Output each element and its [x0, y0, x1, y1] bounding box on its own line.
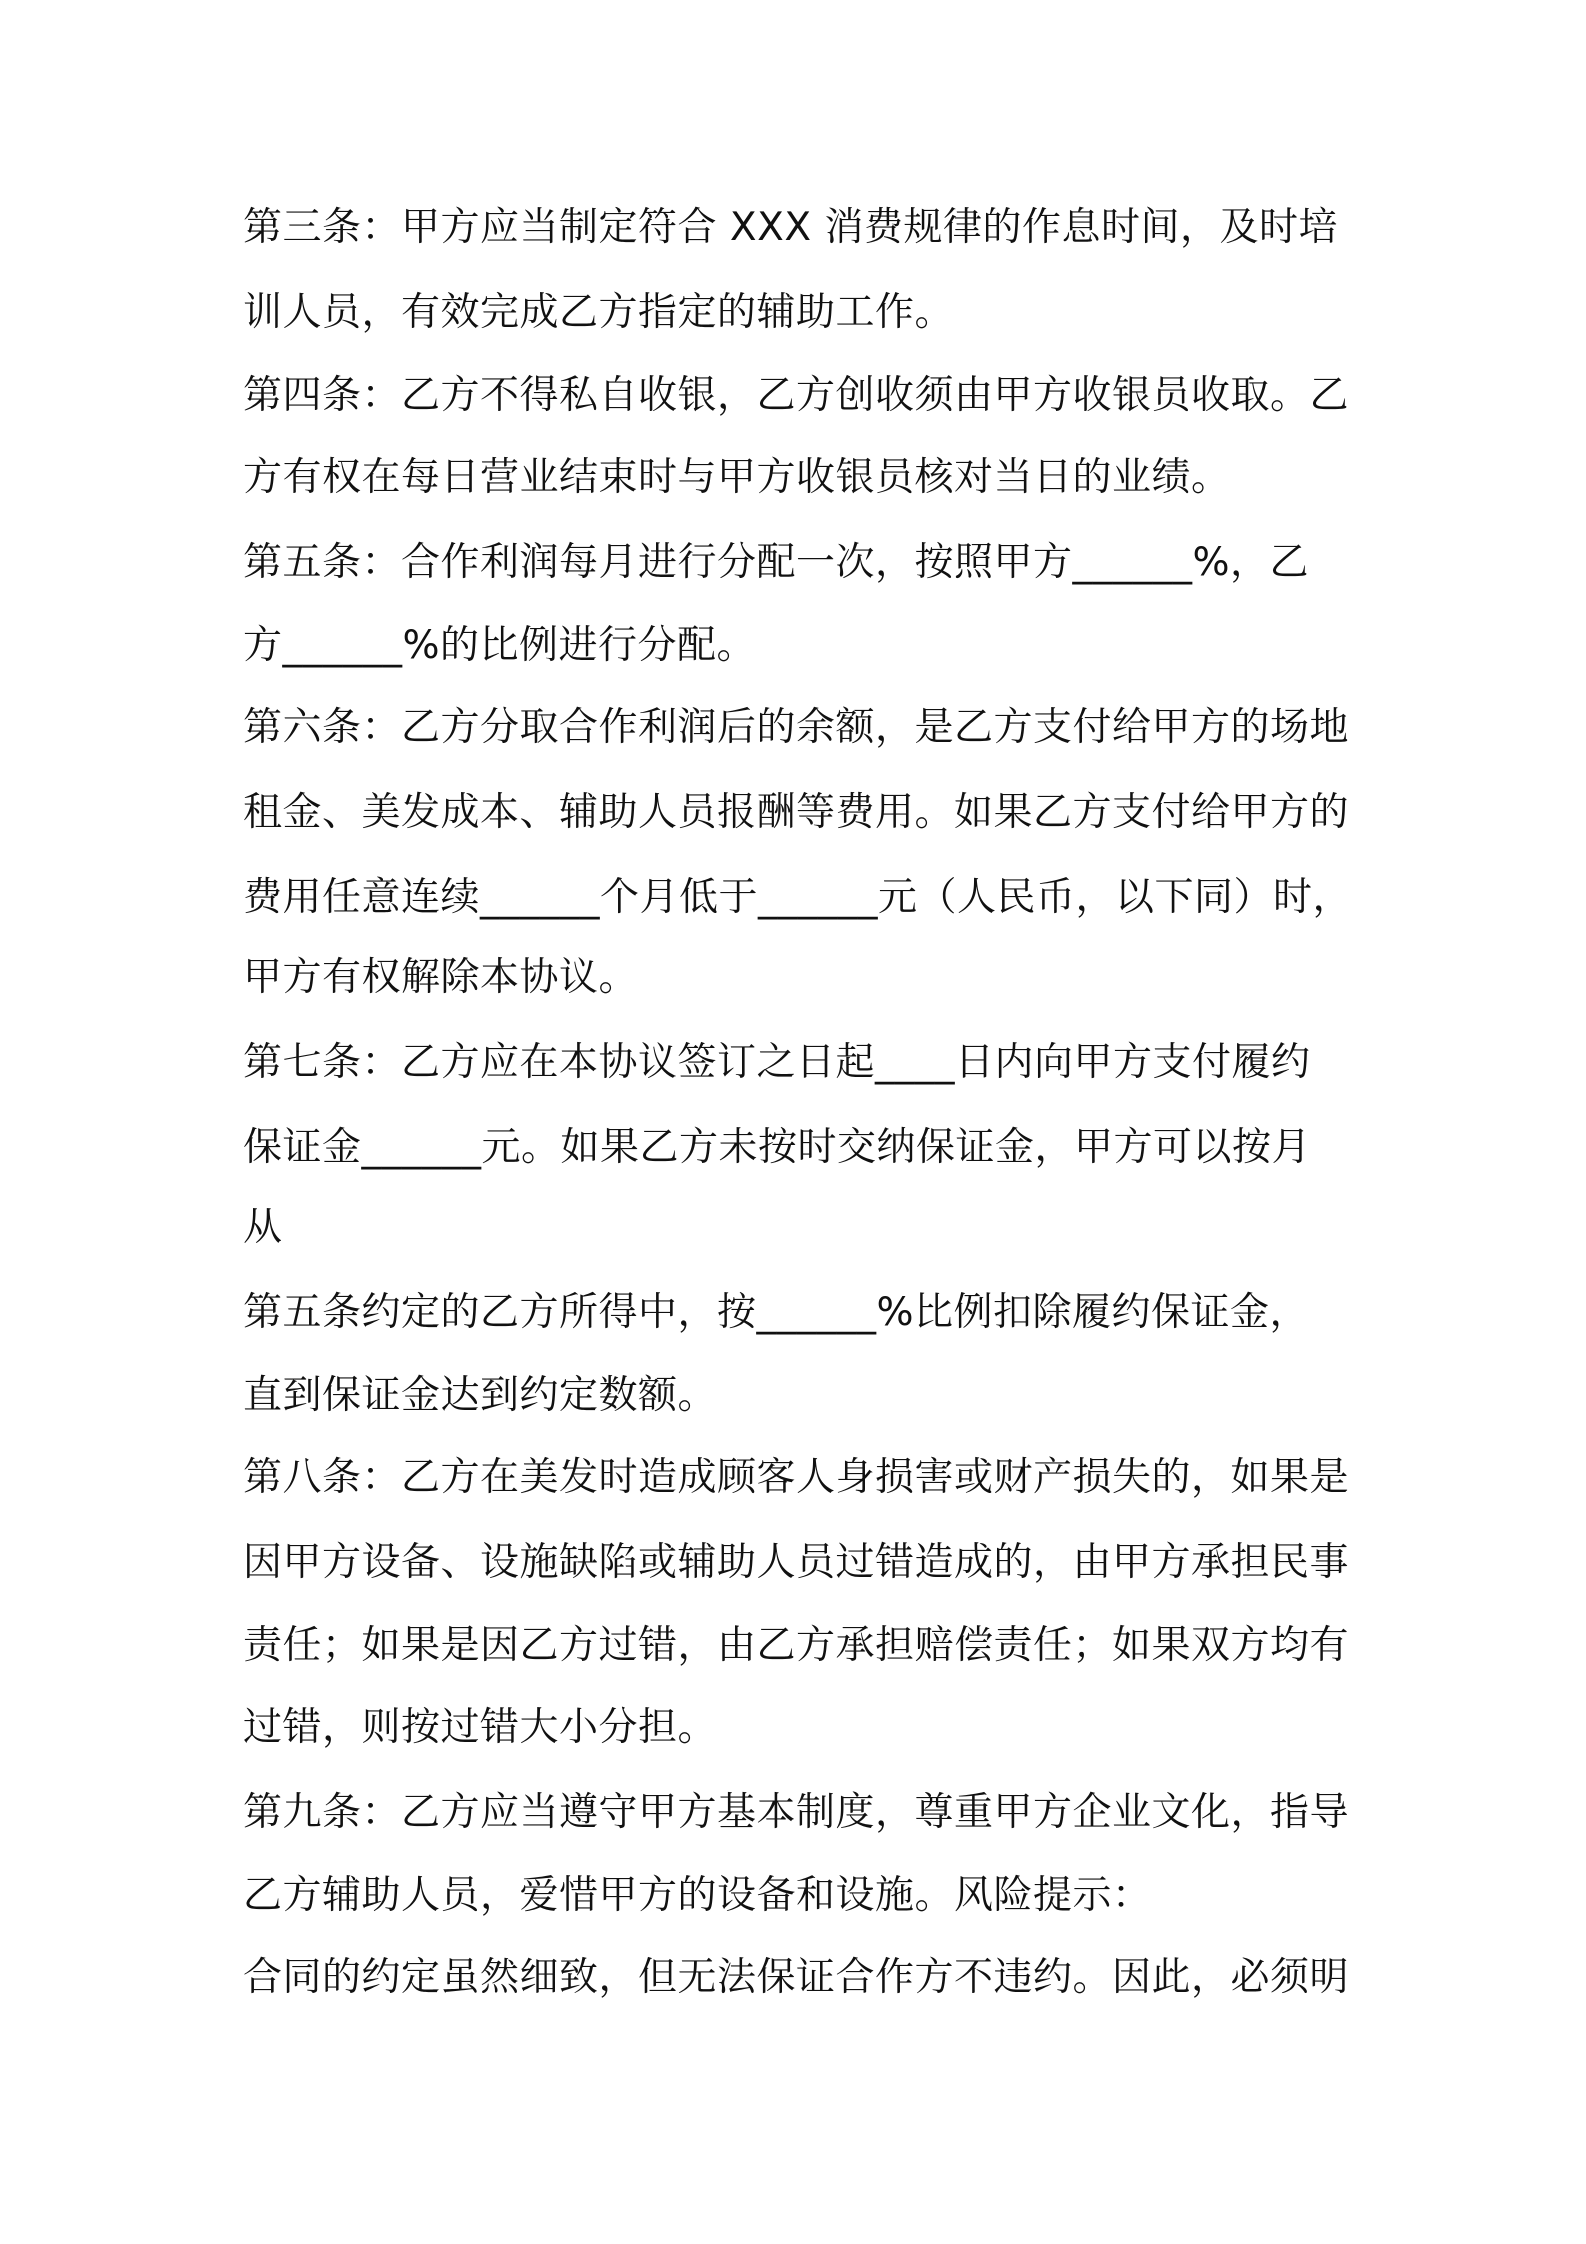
text-line: 方______%的比例进行分配。 [243, 623, 757, 668]
text-line: 从 [243, 1205, 283, 1250]
text-line: 保证金______元。如果乙方未按时交纳保证金，甲方可以按月 [243, 1125, 1312, 1170]
text-line: 费用任意连续______个月低于______元（人民币，以下同）时， [243, 875, 1353, 920]
text-line: 第五条约定的乙方所得中，按______%比例扣除履约保证金， [243, 1290, 1310, 1335]
text-line: 第七条：乙方应在本协议签订之日起____日内向甲方支付履约 [243, 1040, 1311, 1085]
text-line: 第八条：乙方在美发时造成顾客人身损害或财产损失的，如果是 [243, 1455, 1350, 1500]
text-line: 租金、美发成本、辅助人员报酬等费用。如果乙方支付给甲方的 [243, 790, 1350, 835]
text-line: 第五条：合作利润每月进行分配一次，按照甲方______%，乙 [243, 540, 1310, 585]
text-line: 第三条：甲方应当制定符合 XXX 消费规律的作息时间，及时培 [243, 205, 1338, 250]
text-line: 训人员，有效完成乙方指定的辅助工作。 [243, 290, 955, 335]
text-line: 乙方辅助人员，爱惜甲方的设备和设施。风险提示： [243, 1873, 1152, 1918]
text-line: 合同的约定虽然细致，但无法保证合作方不违约。因此，必须明 [243, 1955, 1350, 2000]
text-line: 直到保证金达到约定数额。 [243, 1373, 718, 1418]
text-line: 第四条：乙方不得私自收银，乙方创收须由甲方收银员收取。乙 [243, 373, 1350, 418]
text-line: 甲方有权解除本协议。 [243, 955, 639, 1000]
text-line: 责任；如果是因乙方过错，由乙方承担赔偿责任；如果双方均有 [243, 1623, 1350, 1668]
text-line: 第六条：乙方分取合作利润后的余额，是乙方支付给甲方的场地 [243, 705, 1350, 750]
text-line: 第九条：乙方应当遵守甲方基本制度，尊重甲方企业文化，指导 [243, 1790, 1350, 1835]
text-line: 方有权在每日营业结束时与甲方收银员核对当日的业绩。 [243, 455, 1231, 500]
text-line: 因甲方设备、设施缺陷或辅助人员过错造成的，由甲方承担民事 [243, 1540, 1350, 1585]
text-line: 过错，则按过错大小分担。 [243, 1705, 718, 1750]
